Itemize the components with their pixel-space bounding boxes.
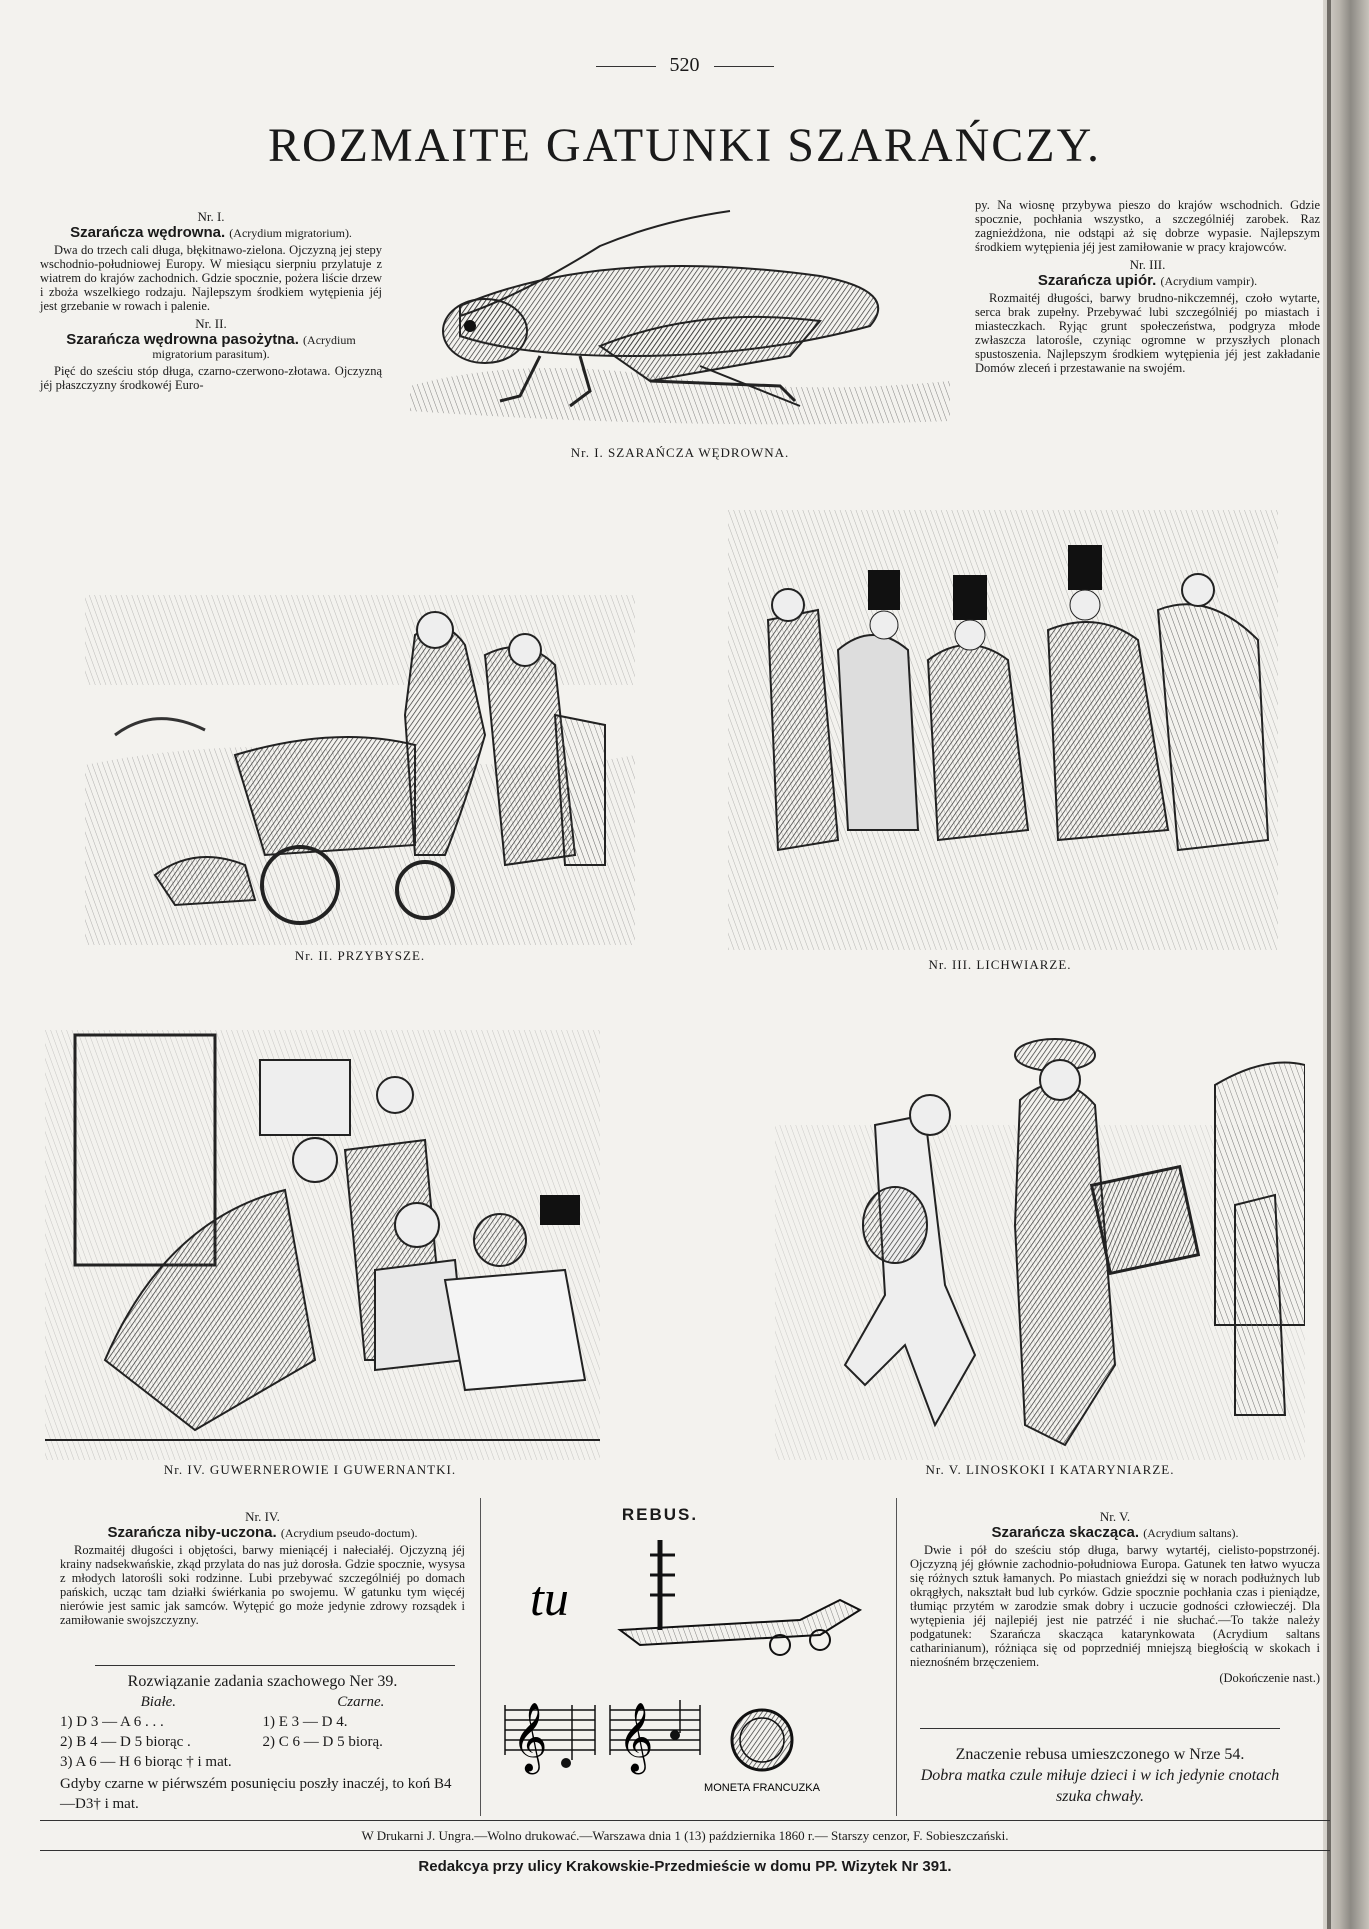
section-nr4 bbox=[60, 1506, 465, 1629]
section-heading: Szarańcza upiór. (Acrydium vampir). bbox=[1037, 272, 1258, 289]
section-heading: Szarańcza wędrowna. (Acrydium migratorium). bbox=[70, 224, 352, 241]
chess-move-row: 2) B 4 — D 5 biorąc . 2) C 6 — D 5 biorą. bbox=[60, 1734, 383, 1750]
chess-move-row: 1) D 3 — A 6 . . . 1) E 3 — D 4. bbox=[60, 1714, 348, 1730]
rebus-solution bbox=[905, 1744, 1295, 1807]
spine-edge bbox=[1327, 0, 1331, 1929]
section-number: Nr. IV. bbox=[245, 1509, 280, 1524]
continued-note: (Dokończenie nast.) bbox=[1219, 1671, 1320, 1685]
coin-label: MONETA FRANCUZKA bbox=[704, 1782, 820, 1794]
section-number: Nr. I. bbox=[197, 209, 225, 224]
chess-move-row: 3) A 6 — H 6 biorąc † i mat. bbox=[60, 1754, 232, 1770]
section-text-continued: py. Na wiosnę przybywa pieszo do krajów wschodnich. Gdzie spocznie, pochłania wszystko, a szczególniéj zarobek. Raz zagnieżdżona, nie odstąpi aż się dobrze wypasie. Najlepszym środkiem wytępienia jéj jest zamiłowanie w pracy krajowców. bbox=[975, 198, 1320, 254]
figure-przybysze bbox=[85, 555, 635, 945]
figure-caption: Nr. I. SZARAŃCZA WĘDROWNA. bbox=[570, 445, 790, 460]
section-heading: Szarańcza skacząca. (Acrydium saltans). bbox=[991, 1524, 1239, 1541]
figure-caption: Nr. IV. GUWERNEROWIE I GUWERNANTKI. bbox=[163, 1462, 457, 1477]
column-divider bbox=[896, 1498, 897, 1816]
separator-rule bbox=[95, 1665, 455, 1666]
separator-rule bbox=[920, 1728, 1280, 1729]
rebus-solution-text: Dobra matka czule miłuje dzieci i w ich jedynie cnotach szuka chwały. bbox=[920, 1767, 1280, 1805]
page-number: 520 bbox=[0, 54, 1369, 77]
black-label: Czarne. bbox=[337, 1694, 385, 1710]
figure-grasshopper bbox=[400, 206, 960, 441]
figure-caption: Nr. V. LINOSKOKI I KATARYNIARZE. bbox=[925, 1462, 1175, 1477]
section-text: Dwie i pół do sześciu stóp długa, barwy wytartéj, cielisto-popstrzonéj. Ojczyzną jéj głównie zachodnio-południowa Europa. Gatunek ten łatwo wyucza się różnych sztuk łamanych. Po miastach gnieździ się w norach podłużnych lub okrągłych, nakształt bud lub cyrków. Gdzie spocznie pochłania czas i pieniądze, tłumiąc przytém w zarodzie smak dobry i uczucie godności człowieczéj. Dla wytępienia jéj najlepiéj jest nie patrzéć i nie słuchać.—To także należy podgatunek: Szarańcza skacząca katarynkowata (Acrydium saltans catharinianum), różniąca się od poprzedniéj mniejszą biegłością w skokach i nieznośném brzęczeniem. bbox=[910, 1543, 1320, 1669]
column-divider bbox=[480, 1498, 481, 1816]
figure-guwernerowie bbox=[45, 1030, 600, 1460]
section-number: Nr. V. bbox=[1099, 1509, 1131, 1524]
editorial-address: Redakcya przy ulicy Krakowskie-Przedmieście w domu PP. Wizytek Nr 391. bbox=[418, 1858, 952, 1875]
rebus-solution-title: Znaczenie rebusa umieszczonego w Nrze 54. bbox=[955, 1746, 1245, 1763]
section-nr3 bbox=[975, 198, 1320, 377]
rebus-puzzle bbox=[500, 1535, 880, 1810]
section-text: Rozmaitéj długości i objętości, barwy mieniącéj i nałeciałéj. Ojczyzną jéj krainy nadsekwańskie, zkąd przylata do nas już dorosła. Gdzie spocznie, wysysa z młodych latorośli soki rodzinne. Lubi przebywać szczególniéj po domach pańskich, ucząc tam działki świérkania po swojemu. W gatunku tym więcéj nierówie jest samic jak samców. Wytępić go może jedynie zdrowy rozsądek i zamiłowanie swojszczyzny. bbox=[60, 1543, 465, 1627]
figure-caption: Nr. II. PRZYBYSZE. bbox=[294, 948, 426, 963]
section-number: Nr. II. bbox=[195, 316, 227, 331]
figure-lichwiarze bbox=[728, 510, 1278, 950]
section-text: Pięć do sześciu stóp długa, czarno-czerwono-złotawa. Ojczyzną jéj płaszczyzny środkowéj Euro- bbox=[40, 364, 382, 392]
section-text: Dwa do trzech cali długa, błękitnawo-zielona. Ojczyzną jej stepy wschodnio-południowej Europy. W miesiącu sierpniu przylatuje z wiatrem do krajów zachodnich. Gdzie spocznie, pożera liście drzew i zboża wszelkiego rodzaju. Najlepszym środkiem wytępienia jéj jest grzebanie w rowach i palenie. bbox=[40, 243, 382, 313]
section-text: Rozmaitéj długości, barwy brudno-nikczemnéj, czoło wytarte, serca brak zupełny. Przebywać lubi szczególniéj po miastach i miasteczkach. Ryjąc grunt społeczeństwa, podgryza młode zwłaszcza latorośle, czyniąc ogromne w przyszłych plonach spustoszenia. Najlepszym środkiem wytępienia jéj jest zakładanie Domów zleceń i przestawanie na swojém. bbox=[975, 291, 1320, 375]
footer-rule bbox=[40, 1820, 1330, 1821]
footer-rule bbox=[40, 1850, 1330, 1851]
section-heading: Szarańcza wędrowna pasożytna. (Acrydium migratorium parasitum). bbox=[66, 331, 356, 361]
rebus-letters: tu bbox=[530, 1570, 569, 1626]
svg-text:𝄞: 𝄞 bbox=[618, 1702, 654, 1772]
chess-solution bbox=[60, 1672, 465, 1814]
white-label: Białe. bbox=[140, 1694, 177, 1710]
printer-imprint: W Drukarni J. Ungra.—Wolno drukować.—Warszawa dnia 1 (13) października 1860 r.— Starszy cenzor, F. Sobieszczański. bbox=[361, 1828, 1009, 1843]
figure-linoskoki bbox=[775, 1025, 1305, 1460]
page-title: ROZMAITE GATUNKI SZARAŃCZY. bbox=[267, 119, 1102, 172]
chess-header bbox=[60, 1692, 465, 1712]
section-heading: Szarańcza niby-uczona. (Acrydium pseudo-doctum). bbox=[107, 1524, 418, 1541]
section-nr1 bbox=[40, 206, 382, 394]
figure-caption: Nr. III. LICHWIARZE. bbox=[928, 957, 1072, 972]
section-nr5 bbox=[910, 1506, 1320, 1685]
section-number: Nr. III. bbox=[1129, 257, 1166, 272]
chess-note: Gdyby czarne w piérwszém posunięciu poszły inaczéj, to koń B4—D3† i mat. bbox=[60, 1776, 452, 1812]
rebus-title: REBUS. bbox=[621, 1505, 699, 1524]
svg-text:𝄞: 𝄞 bbox=[512, 1702, 548, 1772]
chess-title: Rozwiązanie zadania szachowego Ner 39. bbox=[127, 1673, 398, 1690]
